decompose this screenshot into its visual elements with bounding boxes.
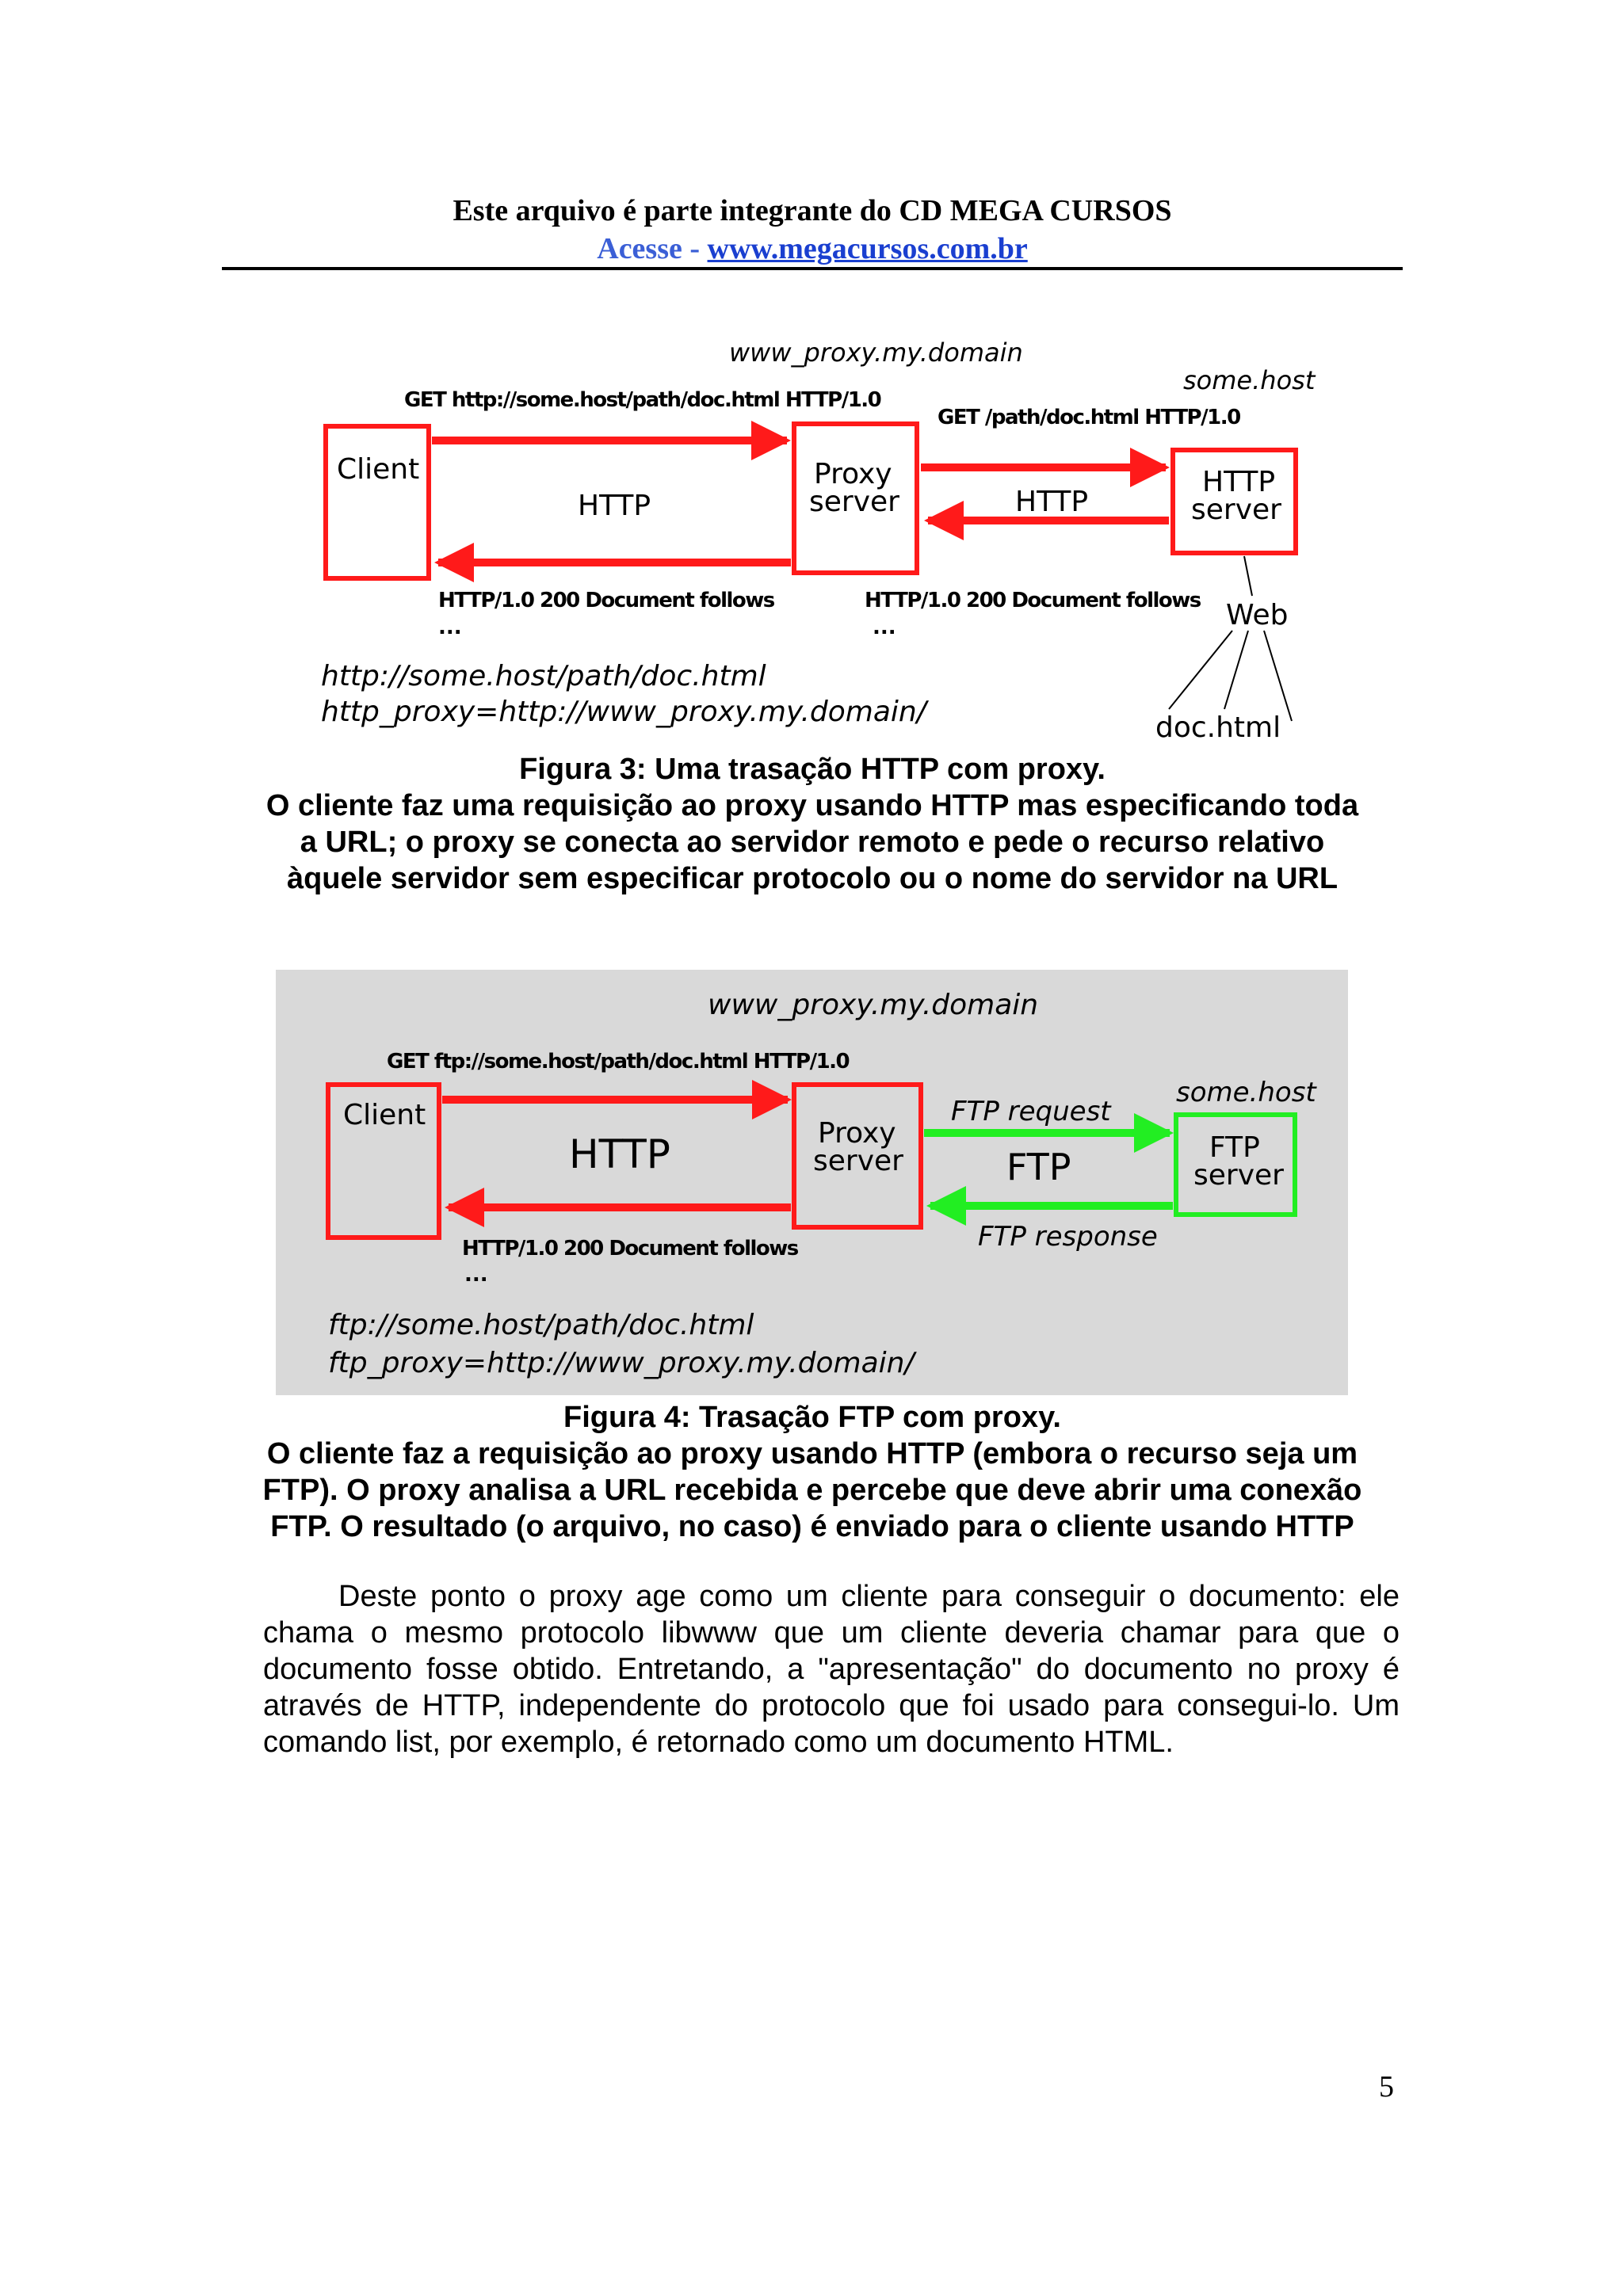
fig4-response-left: HTTP/1.0 200 Document follows	[462, 1237, 798, 1261]
header-access	[222, 230, 1403, 268]
fig4-proxy-label-1: Proxy	[818, 1117, 896, 1150]
fig4-ellipsis-left: ...	[464, 1263, 488, 1287]
fig3-request-client: GET http://some.host/path/doc.html HTTP/1.0	[404, 388, 881, 412]
fig3-response-left: HTTP/1.0 200 Document follows	[438, 589, 774, 612]
figure-3-svg	[297, 317, 1331, 745]
fig3-url-1: http://some.host/path/doc.html	[321, 660, 766, 692]
fig4-request-client: GET ftp://some.host/path/doc.html HTTP/1.0	[387, 1050, 850, 1074]
fig4-ftp-request: FTP request	[951, 1096, 1111, 1127]
fig3-response-right: HTTP/1.0 200 Document follows	[865, 589, 1201, 612]
fig3-web-link-line	[1244, 556, 1252, 596]
fig4-url-1: ftp://some.host/path/doc.html	[328, 1309, 754, 1341]
megacursos-link[interactable]: www.megacursos.com.br	[707, 232, 1028, 265]
fig3-web-branch-2	[1224, 631, 1248, 709]
fig3-client-box	[326, 426, 429, 578]
figure-4-caption-line-2: FTP). O proxy analisa a URL recebida e percebe que deve abrir uma conexão	[262, 1474, 1362, 1507]
fig4-server-label-1: FTP	[1209, 1131, 1260, 1164]
figure-3-caption-line-3: àquele servidor sem especificar protocolo ou o nome do servidor na URL	[286, 862, 1338, 895]
figure-3-caption-line-1: O cliente faz uma requisição ao proxy usando HTTP mas especificando toda	[265, 789, 1359, 822]
fig3-proxy-label-2: server	[809, 486, 899, 518]
figure-4-diagram	[276, 970, 1348, 1395]
fig4-server-label-2: server	[1193, 1159, 1284, 1192]
figure-4-svg	[276, 970, 1348, 1395]
fig3-web-branch-1	[1169, 631, 1232, 709]
fig3-protocol-left: HTTP	[578, 490, 651, 522]
fig3-server-label-1: HTTP	[1202, 466, 1276, 498]
fig4-ftp-response: FTP response	[978, 1221, 1158, 1253]
fig3-client-label: Client	[337, 453, 420, 486]
fig3-server-label-2: server	[1191, 494, 1281, 526]
figure-3-caption-title: Figura 3: Uma trasação HTTP com proxy.	[519, 753, 1106, 786]
fig3-some-host: some.host	[1183, 365, 1316, 395]
figure-3-caption-line-2: a URL; o proxy se conecta ao servidor remoto e pede o recurso relativo	[300, 826, 1325, 859]
fig3-proxy-label-1: Proxy	[814, 458, 892, 490]
fig3-ellipsis-left: ...	[438, 616, 462, 639]
fig4-proxy-domain: www_proxy.my.domain	[708, 989, 1039, 1021]
body-paragraph-text: Deste ponto o proxy age como um cliente para conseguir o documento: ele chama o mesmo protocolo libwww que um cliente deveria chamar para que o documento fosse obtido. Entretando, a "apresentação" do documento no proxy é através de HTTP, independente do protocolo que foi usado para consegui-lo. Um comando list, por exemplo, é retornado como um documento HTML.	[263, 1580, 1400, 1759]
fig4-url-2: ftp_proxy=http://www_proxy.my.domain/	[328, 1347, 915, 1379]
figure-4-caption-line-3: FTP. O resultado (o arquivo, no caso) é enviado para o cliente usando HTTP	[270, 1510, 1354, 1543]
fig4-proxy-label-2: server	[813, 1145, 903, 1177]
figure-3-diagram	[297, 317, 1331, 745]
header-title: Este arquivo é parte integrante do CD MEGA CURSOS	[453, 194, 1172, 227]
figure-4-caption-line-1: O cliente faz a requisição ao proxy usando HTTP (embora o recurso seja um	[266, 1437, 1358, 1470]
fig4-protocol-right: FTP	[1006, 1146, 1071, 1188]
header-rule	[222, 267, 1403, 270]
page-number: 5	[1379, 2070, 1394, 2103]
fig3-protocol-right: HTTP	[1015, 486, 1089, 518]
fig3-doc-label: doc.html	[1155, 711, 1281, 744]
body-paragraph	[263, 1578, 1400, 1760]
fig3-request-proxy: GET /path/doc.html HTTP/1.0	[938, 406, 1240, 429]
fig4-some-host: some.host	[1176, 1077, 1316, 1108]
header-access-prefix: Acesse -	[597, 232, 708, 265]
figure-3-caption	[190, 751, 1434, 897]
fig3-web-label: Web	[1226, 599, 1289, 631]
figure-4-caption-title: Figura 4: Trasação FTP com proxy.	[563, 1401, 1061, 1434]
fig3-ellipsis-right: ...	[873, 616, 896, 639]
figure-4-caption	[190, 1399, 1434, 1545]
fig4-protocol-left: HTTP	[569, 1131, 670, 1177]
fig3-url-2: http_proxy=http://www_proxy.my.domain/	[321, 696, 926, 728]
fig4-client-label: Client	[343, 1099, 426, 1131]
document-header	[222, 192, 1403, 268]
fig3-web-branch-3	[1264, 631, 1292, 721]
fig3-proxy-domain: www_proxy.my.domain	[729, 338, 1023, 368]
